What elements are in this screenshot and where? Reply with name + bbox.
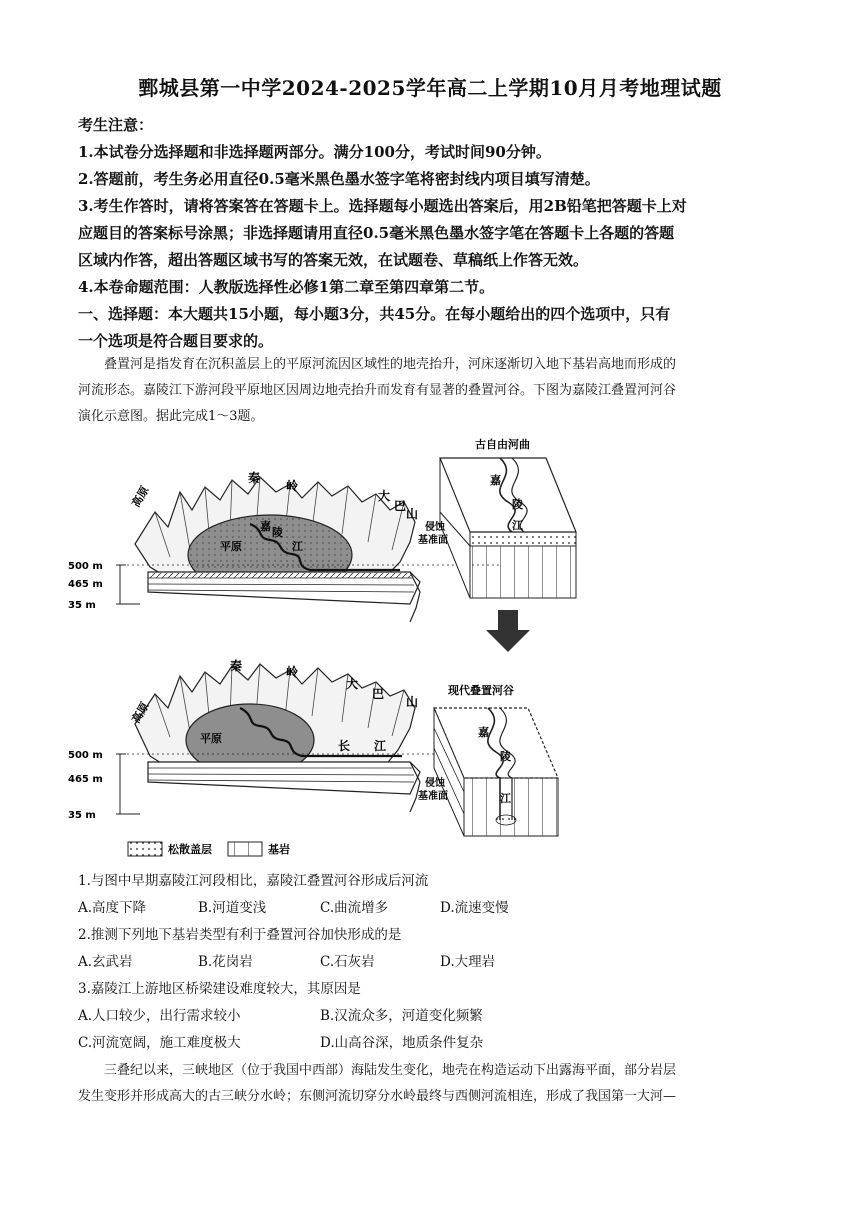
question-3-option-a[interactable]: A.人口较少，出行需求较小: [78, 1008, 241, 1024]
top-landscape: [68, 470, 500, 622]
bottom-plain-label: 平原: [200, 732, 222, 745]
question-3-option-c[interactable]: C.河流宽阔，施工难度极大: [78, 1035, 241, 1051]
notice-line-3: 3.考生作答时，请将答案答在答题卡上。选择题每小题选出答案后，用2B铅笔把答题卡上对: [78, 197, 687, 215]
passage-1-line-2: 河流形态。嘉陵江下游河段平原地区因周边地壳抬升而发育有显著的叠置河谷。下图为嘉陵江叠置河河谷: [78, 383, 677, 398]
bottom-plateau-label: 高原: [129, 699, 152, 726]
legend-bedrock-swatch: [228, 842, 262, 856]
top-erosion-2: 基准面: [418, 535, 448, 546]
bottom-block-title: 现代叠置河谷: [448, 684, 514, 697]
top-block-ling: 陵: [512, 498, 523, 511]
legend-bedrock-label: 基岩: [268, 843, 290, 856]
question-2-stem: 2.推测下列地下基岩类型有利于叠置河谷加快形成的是: [78, 927, 402, 943]
passage-2-line-2: 发生变形并形成高大的古三峡分水岭；东侧河流切穿分水岭最终与西侧河流相连，形成了我国第一大河—: [78, 1089, 677, 1104]
notice-line-2: 2.答题前，考生务必用直径0.5毫米黑色墨水签字笔将密封线内项目填写清楚。: [78, 170, 600, 188]
bottom-block-jia: 嘉: [478, 726, 489, 739]
page-title: 鄄城县第一中学2024-2025学年高二上学期10月月考地理试题: [138, 76, 722, 100]
question-1-option-c[interactable]: C.曲流增多: [320, 900, 389, 916]
bottom-jiang-label: 江: [374, 739, 387, 753]
question-3-option-b[interactable]: B.汉流众多，河道变化频繁: [320, 1008, 483, 1024]
legend-loose-label: 松散盖层: [168, 843, 212, 856]
question-1-stem: 1.与图中早期嘉陵江河段相比，嘉陵江叠置河谷形成后河流: [78, 873, 429, 889]
bottom-block-diagram: [418, 683, 558, 836]
question-1-option-a[interactable]: A.高度下降: [78, 900, 147, 916]
passage-1-line-1: 叠置河是指发育在沉积盖层上的平原河流因区域性的地壳抬升，河床逐渐切入地下基岩高地而形成的: [104, 357, 677, 372]
top-plain-label: 平原: [220, 540, 242, 553]
top-block-title: 古自由河曲: [475, 438, 530, 451]
bottom-shan-label: 山: [406, 695, 419, 709]
notice-block: [78, 112, 790, 355]
top-jia-label: 嘉: [260, 520, 271, 533]
top-plateau-label: 高原: [129, 483, 152, 510]
top-block-jiang: 江: [512, 519, 523, 532]
top-ba-label: 巴: [394, 499, 407, 513]
bottom-erosion-2: 基准面: [418, 791, 448, 802]
question-1-option-b[interactable]: B.河道变浅: [198, 900, 267, 916]
section-heading-line-2: 一个选项是符合题目要求的。: [78, 332, 274, 350]
bottom-elev-500: 500 m: [68, 750, 103, 761]
question-2-option-c[interactable]: C.石灰岩: [320, 954, 375, 970]
bottom-ba-label: 巴: [372, 687, 385, 701]
notice-line-5: 区域内作答，超出答题区域书写的答案无效，在试题卷、草稿纸上作答无效。: [78, 251, 589, 269]
bottom-da-label: 大: [346, 677, 359, 691]
passage-1: [78, 352, 790, 430]
figure-legend: [128, 842, 290, 856]
question-2-option-a[interactable]: A.玄武岩: [78, 954, 133, 970]
bottom-block-jiang: 江: [500, 792, 511, 805]
section-heading-line-1: 一、选择题：本大题共15小题，每小题3分，共45分。在每小题给出的四个选项中，只有: [78, 305, 671, 323]
bottom-qin-label: 秦: [230, 659, 243, 673]
top-qin-label: 秦: [248, 471, 261, 485]
top-elev-500: 500 m: [68, 561, 103, 572]
top-erosion-1: 侵蚀: [425, 522, 445, 533]
top-da-label: 大: [378, 489, 391, 503]
top-elev-35: 35 m: [68, 600, 96, 611]
bottom-block-ling: 陵: [500, 750, 511, 763]
bottom-chang-label: 长: [338, 739, 351, 753]
bottom-elev-465: 465 m: [68, 774, 103, 785]
legend-loose-swatch: [128, 842, 162, 856]
bottom-elev-35: 35 m: [68, 810, 96, 821]
question-2-option-b[interactable]: B.花岗岩: [198, 954, 253, 970]
top-jiang-label: 江: [292, 540, 303, 553]
river-evolution-figure: [68, 432, 780, 862]
notice-line-1: 1.本试卷分选择题和非选择题两部分。满分100分，考试时间90分钟。: [78, 143, 551, 161]
bottom-erosion-1: 侵蚀: [425, 778, 445, 789]
notice-heading: 考生注意：: [78, 116, 154, 134]
passage-2-line-1: 三叠纪以来，三峡地区（位于我国中西部）海陆发生变化，地壳在构造运动下出露海平面，部分岩层: [104, 1063, 677, 1078]
top-ling-label: 岭: [286, 479, 299, 493]
notice-line-6: 4.本卷命题范围：人教版选择性必修1第二章至第四章第二节。: [78, 278, 495, 296]
bottom-ling-label: 岭: [286, 665, 299, 679]
top-ling-river-label: 陵: [272, 526, 283, 539]
top-block-jia: 嘉: [490, 474, 501, 487]
question-1-option-d[interactable]: D.流速变慢: [440, 900, 509, 916]
down-arrow-icon: [486, 610, 530, 652]
passage-1-line-3: 演化示意图。据此完成1～3题。: [78, 409, 264, 424]
question-3-stem: 3.嘉陵江上游地区桥梁建设难度较大，其原因是: [78, 981, 361, 997]
question-3-option-d[interactable]: D.山高谷深，地质条件复杂: [320, 1035, 484, 1051]
notice-line-4: 应题目的答案标号涂黑；非选择题请用直径0.5毫米黑色墨水签字笔在答题卡上各题的答题: [78, 224, 675, 242]
passage-2: [78, 1058, 790, 1110]
top-shan-label: 山: [406, 507, 419, 521]
top-block-diagram: [418, 437, 576, 598]
top-elev-465: 465 m: [68, 579, 103, 590]
question-2-option-d[interactable]: D.大理岩: [440, 954, 496, 970]
